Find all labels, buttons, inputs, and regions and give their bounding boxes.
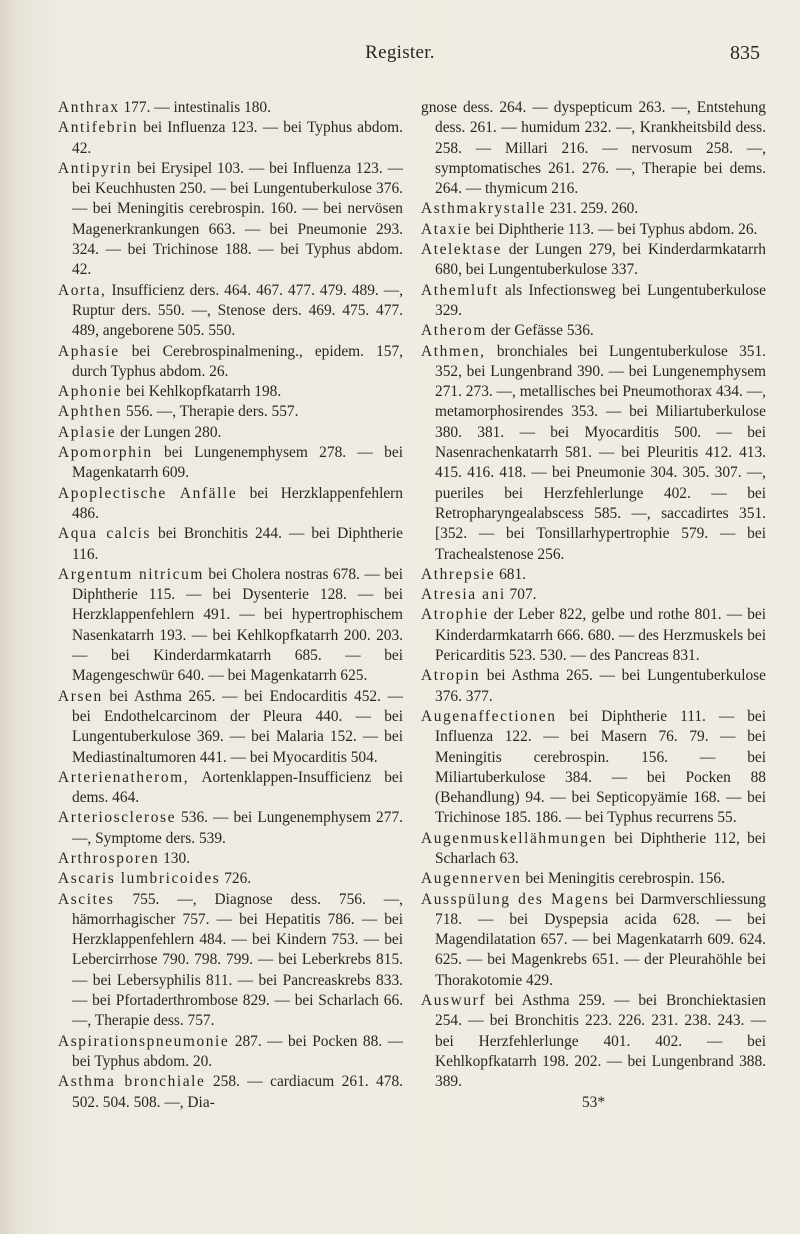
index-entry <box>58 890 403 1032</box>
index-term: Argentum nitricum <box>58 565 204 583</box>
index-references: bei Meningitis cerebrospin. 156. <box>521 870 725 888</box>
index-entry <box>58 1072 403 1113</box>
index-references: 287. — bei Pocken 88. — bei Typhus abdom. 20. <box>72 1032 403 1070</box>
index-column-right <box>421 98 766 1113</box>
index-entry <box>58 484 403 525</box>
index-references: Insufficienz ders. 464. 467. 477. 479. 489. —, Ruptur ders. 550. —, Stenose ders. 469. 475. 477. 489, angeborene 505. 550. <box>72 281 403 340</box>
index-entry <box>58 1032 403 1073</box>
index-entry <box>58 687 403 768</box>
index-term: Antifebrin <box>58 119 139 137</box>
index-term: Atelektase <box>421 241 502 259</box>
index-references: 726. <box>220 870 252 888</box>
index-entry <box>421 565 766 585</box>
index-entry <box>421 869 766 889</box>
index-references: bei Asthma 265. — bei Endocarditis 452. — bei Endothelcarcinom der Pleura 440. — bei Lungentuberkulose 369. — bei Malaria 152. — bei Mediastinaltumoren 441. — bei Myocarditis 504. <box>72 687 403 766</box>
index-references: bei Erysipel 103. — bei Influenza 123. — bei Keuchhusten 250. — bei Lungentuberkulose 376. — bei Meningitis cerebrospin. 160. — bei nervösen Magenerkrankungen 663. — bei Pneumonie 293. 324. — bei Trichinose 188. — bei Typhus abdom. 42. <box>72 159 403 279</box>
index-entry <box>421 707 766 829</box>
index-term: Atropin <box>421 667 481 685</box>
index-entry <box>421 220 766 240</box>
index-term: Arteriosclerose <box>58 809 177 827</box>
index-entry <box>421 585 766 605</box>
index-references: bei Darmverschliessung 718. — bei Dyspepsia acida 628. — bei Magendilatation 657. — bei Magenkatarrh 609. 624. 625. — bei Magenkrebs 651. — der Pleurahöhle bei Thorakotomie 429. <box>435 890 766 989</box>
signature-mark: 53* <box>581 1093 606 1111</box>
index-term: Atherom <box>421 322 487 340</box>
index-term: Auswurf <box>421 992 487 1010</box>
index-entry <box>58 118 403 159</box>
page-number: 835 <box>730 42 760 64</box>
index-references: 755. —, Diagnose dess. 756. —, hämorrhagischer 757. — bei Hepatitis 786. — bei Herzklappenfehlern 484. — bei Kindern 753. — bei Lebercirrhose 790. 798. 799. — bei Leberkrebs 815. — bei Lebersyphilis 811. — bei Pancreaskrebs 833. — bei Pfortaderthrombose 829. — bei Scharlach 66. —, Therapie dess. 757. <box>72 890 403 1030</box>
index-references: bei Cholera nostras 678. — bei Diphtherie 115. — bei Dysenterie 128. — bei Herzklappenfehlern 491. — bei hypertrophischem Nasenkatarrh 193. — bei Kehlkopfkatarrh 200. 203. — bei Kinderdarmkatarrh 685. — bei Magengeschwür 640. — bei Magenkatarrh 625. <box>72 565 403 685</box>
index-term: Augenaffectionen <box>421 707 557 725</box>
index-entry <box>421 199 766 219</box>
index-entry <box>58 98 403 118</box>
index-references: bronchiales bei Lungentuberkulose 351. 352, bei Lungenbrand 390. — bei Lungenemphysem 271. 273. —, metallisches bei Pneumothorax 434. —, metamorphosirendes 353. — bei Miliartuberkulose 380. 381. — bei Myocarditis 500. — bei Nasenrachenkatarrh 581. — bei Pleuritis 412. 413. 415. 416. 418. — bei Pneumonie 304. 305. 307. —, pueriles bei Herzfehlerlunge 402. — bei Retropharyngealabscess 585. —, saccadirtes 351.[352. — bei Tonsillarhypertrophie 579. — bei Trachealstenose 256. <box>435 342 766 563</box>
index-entry <box>58 281 403 342</box>
index-entry <box>421 281 766 322</box>
index-entry <box>421 605 766 666</box>
index-term: Ausspülung des Magens <box>421 890 610 908</box>
index-term: Anthrax <box>58 99 120 116</box>
index-references: bei Influenza 123. — bei Typhus abdom. 42. <box>72 119 403 157</box>
index-references: bei Diphtherie 113. — bei Typhus abdom. 26. <box>471 220 758 238</box>
index-references: bei Diphtherie 111. — bei Influenza 122. — bei Masern 76. 79. — bei Meningitis cerebrospin. 156. — bei Miliartuberkulose 384. — bei Pocken 88 (Behandlung) 94. — bei Septicopyämie 168. — bei Trichinose 185. 186. — bei Typhus recurrens 55. <box>435 707 766 827</box>
index-term: Antipyrin <box>58 159 133 177</box>
index-term: Aphasie <box>58 342 120 360</box>
index-references: bei Asthma 259. — bei Bronchiektasien 254. — bei Bronchitis 223. 226. 231. 238. 243. — bei Herzfehlerlunge 401. 402. — bei Kehlkopfkatarrh 198. 202. — bei Lungenbrand 388. 389. <box>435 992 766 1091</box>
index-term: Atresia ani <box>421 586 506 604</box>
index-term: Arterienatherom, <box>58 768 190 786</box>
index-term: Apoplectische Anfälle <box>58 484 238 502</box>
index-term: Augenmuskellähmungen <box>421 829 607 847</box>
index-references: bei Asthma 265. — bei Lungentuberkulose 376. 377. <box>435 667 766 705</box>
index-references: 177. — intestinalis 180. <box>119 99 271 116</box>
index-references: 556. —, Therapie ders. 557. <box>122 403 299 421</box>
index-entry <box>58 402 403 422</box>
running-title: Register. <box>365 42 435 63</box>
index-term: Apomorphin <box>58 444 153 462</box>
index-references: bei Bronchitis 244. — bei Diphtherie 116. <box>72 525 403 563</box>
index-term: Athmen, <box>421 342 486 360</box>
index-entry <box>421 666 766 707</box>
index-term: Arsen <box>58 687 103 705</box>
index-entry <box>58 768 403 809</box>
index-term: Athrepsie <box>421 565 496 583</box>
index-entry <box>421 890 766 991</box>
index-term: Atrophie <box>421 606 489 624</box>
index-references: der Gefässe 536. <box>486 322 594 340</box>
index-references: gnose dess. 264. — dyspepticum 263. —, Entstehung dess. 261. — humidum 232. —, Krankheitsbild dess. 258. — Millari 216. — nervosum 258. —, symptomatisches 261. 276. —, Therapie bei dems. 264. — thymicum 216. <box>421 99 766 198</box>
index-column-left <box>58 98 403 1113</box>
index-references: bei Kehlkopfkatarrh 198. <box>122 383 282 401</box>
index-entry <box>421 240 766 281</box>
index-references: 130. <box>159 849 191 867</box>
index-entry <box>58 382 403 402</box>
index-entry <box>58 342 403 383</box>
index-entry <box>421 342 766 565</box>
index-term: Asthmakrystalle <box>421 200 546 218</box>
index-entry <box>58 869 403 889</box>
index-entry <box>58 808 403 849</box>
index-entry <box>58 443 403 484</box>
index-entry <box>421 829 766 870</box>
index-references: 536. — bei Lungenemphysem 277. —, Symptome ders. 539. <box>72 809 403 847</box>
page-header <box>0 42 800 72</box>
index-references: bei Herzklappenfehlern 486. <box>72 484 403 522</box>
index-entry <box>58 849 403 869</box>
index-references: der Lungen 280. <box>116 423 222 441</box>
index-term: Augennerven <box>421 870 522 888</box>
index-term: Aorta, <box>58 281 107 299</box>
index-entry <box>58 565 403 687</box>
index-entry <box>421 98 766 199</box>
index-entry <box>421 321 766 341</box>
index-references: bei Diphtherie 112, bei Scharlach 63. <box>435 829 766 867</box>
index-entry <box>58 159 403 281</box>
index-term: Ascites <box>58 890 115 908</box>
index-term: Ataxie <box>421 220 472 238</box>
index-entry <box>421 991 766 1092</box>
index-references: der Lungen 279, bei Kinderdarmkatarrh 680, bei Lungentuberkulose 337. <box>435 241 766 279</box>
index-term: Asthma bronchiale <box>58 1073 206 1091</box>
index-term: Ascaris lumbricoides <box>58 870 221 888</box>
index-references: bei Lungenemphysem 278. — bei Magenkatarrh 609. <box>72 444 403 482</box>
index-term: Aphonie <box>58 383 123 401</box>
index-term: Aplasie <box>58 423 117 441</box>
index-references: als Infectionsweg bei Lungentuberkulose 329. <box>435 281 766 319</box>
index-term: Aphthen <box>58 403 123 421</box>
index-references: 681. <box>495 565 527 583</box>
index-references: 258. — cardiacum 261. 478. 502. 504. 508. —, Dia- <box>72 1073 403 1111</box>
index-entry <box>58 423 403 443</box>
index-references: Aortenklappen-Insufficienz bei dems. 464. <box>72 768 403 807</box>
index-term: Athemluft <box>421 281 499 299</box>
index-references: 707. <box>505 586 537 604</box>
index-term: Aqua calcis <box>58 525 151 543</box>
index-term: Arthrosporen <box>58 849 160 867</box>
index-references: der Leber 822, gelbe und rothe 801. — bei Kinderdarmkatarrh 666. 680. — des Herzmuskels bei Pericarditis 523. 530. — des Pancreas 831. <box>435 606 766 665</box>
index-entry <box>58 524 403 565</box>
index-references: bei Cerebrospinalmening., epidem. 157, durch Typhus abdom. 26. <box>72 342 403 380</box>
index-term: Aspirationspneumonie <box>58 1032 230 1050</box>
index-references: 231. 259. 260. <box>545 200 639 218</box>
